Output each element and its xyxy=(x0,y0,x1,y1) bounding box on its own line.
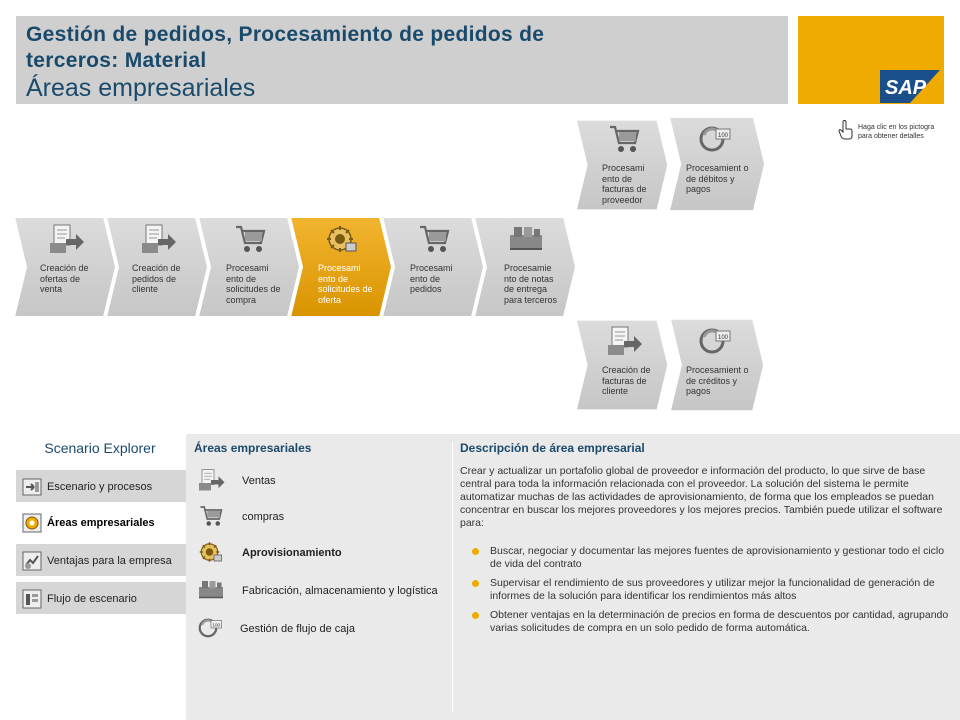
bullet-text: Supervisar el rendimiento de sus proveedores y utilizar mejor la funcionalidad de generación de informes de la solución para identificar los rendimientos más altos xyxy=(490,577,935,602)
description-text: Crear y actualizar un portafolio global de proveedor e información del producto, lo que sirve de base central para toda la información relacionada con el proveedor. La solución del sistema le permite automatizar muchas de las actividades de aprovisionamiento, de forma que los empleados se puedan concentrar en buscar los mejores proveedores y los mejores precios. También puede utilizar el software para: xyxy=(460,465,943,529)
bullet-text: Obtener ventajas en la determinación de precios en forma de descuentos por cantidad, agrupando varias solicitudes de compra en un solo pedido de forma automática. xyxy=(490,609,949,634)
area-label: compras xyxy=(242,510,285,523)
document-arrow-icon xyxy=(604,323,644,359)
process-step-label: Procesami ento de solicitudes de oferta xyxy=(318,263,373,305)
areas-title: Áreas empresariales xyxy=(194,441,312,455)
process-step-solicitudes-compra[interactable] xyxy=(196,215,302,319)
document-arrow-icon xyxy=(46,221,86,257)
area-flujo-caja[interactable] xyxy=(196,614,446,644)
process-step-pedidos[interactable] xyxy=(380,215,486,319)
business-areas-icon xyxy=(22,513,42,533)
nav-escenario-procesos[interactable] xyxy=(16,470,186,504)
cart-icon xyxy=(230,221,270,257)
bullet-dot-icon xyxy=(472,580,479,587)
sales-icon xyxy=(196,466,226,494)
area-label: Ventas xyxy=(242,474,276,487)
scenario-explorer-title: Scenario Explorer xyxy=(44,440,156,456)
nav-label: Ventajas para la empresa xyxy=(47,555,172,567)
process-step-label: Procesamient o de créditos y pagos xyxy=(686,365,749,396)
process-step-label: Creación de ofertas de venta xyxy=(40,263,89,294)
process-step-label: Procesamient o de débitos y pagos xyxy=(686,163,749,194)
nav-areas-empresariales[interactable] xyxy=(16,506,186,540)
panel-divider xyxy=(452,442,453,712)
cart-icon xyxy=(414,221,454,257)
bullet-item xyxy=(472,577,950,602)
area-compras[interactable] xyxy=(196,502,446,532)
process-step-facturas-proveedor[interactable] xyxy=(574,115,670,215)
hint-text-line2: para obtener detalles xyxy=(858,133,924,140)
benefits-icon xyxy=(22,551,42,571)
pointer-hand-icon xyxy=(838,120,854,140)
nav-ventajas[interactable] xyxy=(16,544,186,578)
process-step-solicitudes-oferta[interactable] xyxy=(288,215,394,319)
cart-icon xyxy=(604,121,644,157)
page-title-line1: Gestión de pedidos, Procesamiento de pedidos de xyxy=(26,23,545,46)
title-bar xyxy=(16,16,788,104)
area-ventas[interactable] xyxy=(196,466,446,496)
process-step-facturas-cliente[interactable] xyxy=(574,317,670,413)
process-step-creacion-pedidos[interactable] xyxy=(104,215,210,319)
nav-flujo-escenario[interactable] xyxy=(16,582,186,616)
process-step-label: Procesami ento de pedidos xyxy=(410,263,453,294)
manufacturing-icon xyxy=(196,576,226,604)
description-bullets xyxy=(472,545,950,641)
pipes-icon xyxy=(506,221,546,257)
cart-icon xyxy=(196,502,226,530)
process-step-creacion-ofertas[interactable] xyxy=(12,215,118,319)
process-step-notas-entrega[interactable] xyxy=(472,215,578,319)
sap-logo-text: SAP xyxy=(885,77,927,99)
hint xyxy=(838,120,960,150)
payment-icon xyxy=(696,121,736,157)
scenario-icon xyxy=(22,477,42,497)
payment-icon xyxy=(696,323,736,359)
area-label: Fabricación, almacenamiento y logística xyxy=(242,584,438,597)
bullet-item xyxy=(472,545,950,570)
process-step-label: Creación de facturas de cliente xyxy=(602,365,651,396)
page-title-line2: terceros: Material xyxy=(26,49,207,72)
cash-flow-icon xyxy=(196,614,226,642)
area-label: Aprovisionamiento xyxy=(242,546,342,559)
bullet-dot-icon xyxy=(472,612,479,619)
bullet-text: Buscar, negociar y documentar las mejores fuentes de aprovisionamiento y gestionar todo el ciclo de vida del contrato xyxy=(490,545,945,570)
process-step-creditos-pagos[interactable] xyxy=(666,317,768,413)
process-step-debitos-pagos[interactable] xyxy=(666,115,768,213)
area-aprovisionamiento[interactable] xyxy=(196,538,446,568)
nav-label: Áreas empresariales xyxy=(47,517,155,529)
bullet-item xyxy=(472,609,950,634)
document-arrow-icon xyxy=(138,221,178,257)
process-step-label: Procesami ento de solicitudes de compra xyxy=(226,263,281,305)
description-title: Descripción de área empresarial xyxy=(460,441,645,455)
nav-label: Escenario y procesos xyxy=(47,481,153,493)
procurement-icon xyxy=(322,221,362,257)
process-step-label: Procesamie nto de notas de entrega para terceros xyxy=(504,263,558,305)
area-fabricacion[interactable] xyxy=(196,576,446,606)
nav-label: Flujo de escenario xyxy=(47,593,137,605)
sap-logo xyxy=(880,70,940,103)
hint-text-line1: Haga clic en los pictogra xyxy=(858,124,935,131)
process-step-label: Creación de pedidos de cliente xyxy=(132,263,181,294)
process-step-label: Procesami ento de facturas de proveedor xyxy=(602,163,647,205)
procurement-icon xyxy=(196,538,226,566)
area-label: Gestión de flujo de caja xyxy=(240,622,355,635)
page-subtitle: Áreas empresariales xyxy=(26,74,256,102)
flow-icon xyxy=(22,589,42,609)
bullet-dot-icon xyxy=(472,548,479,555)
